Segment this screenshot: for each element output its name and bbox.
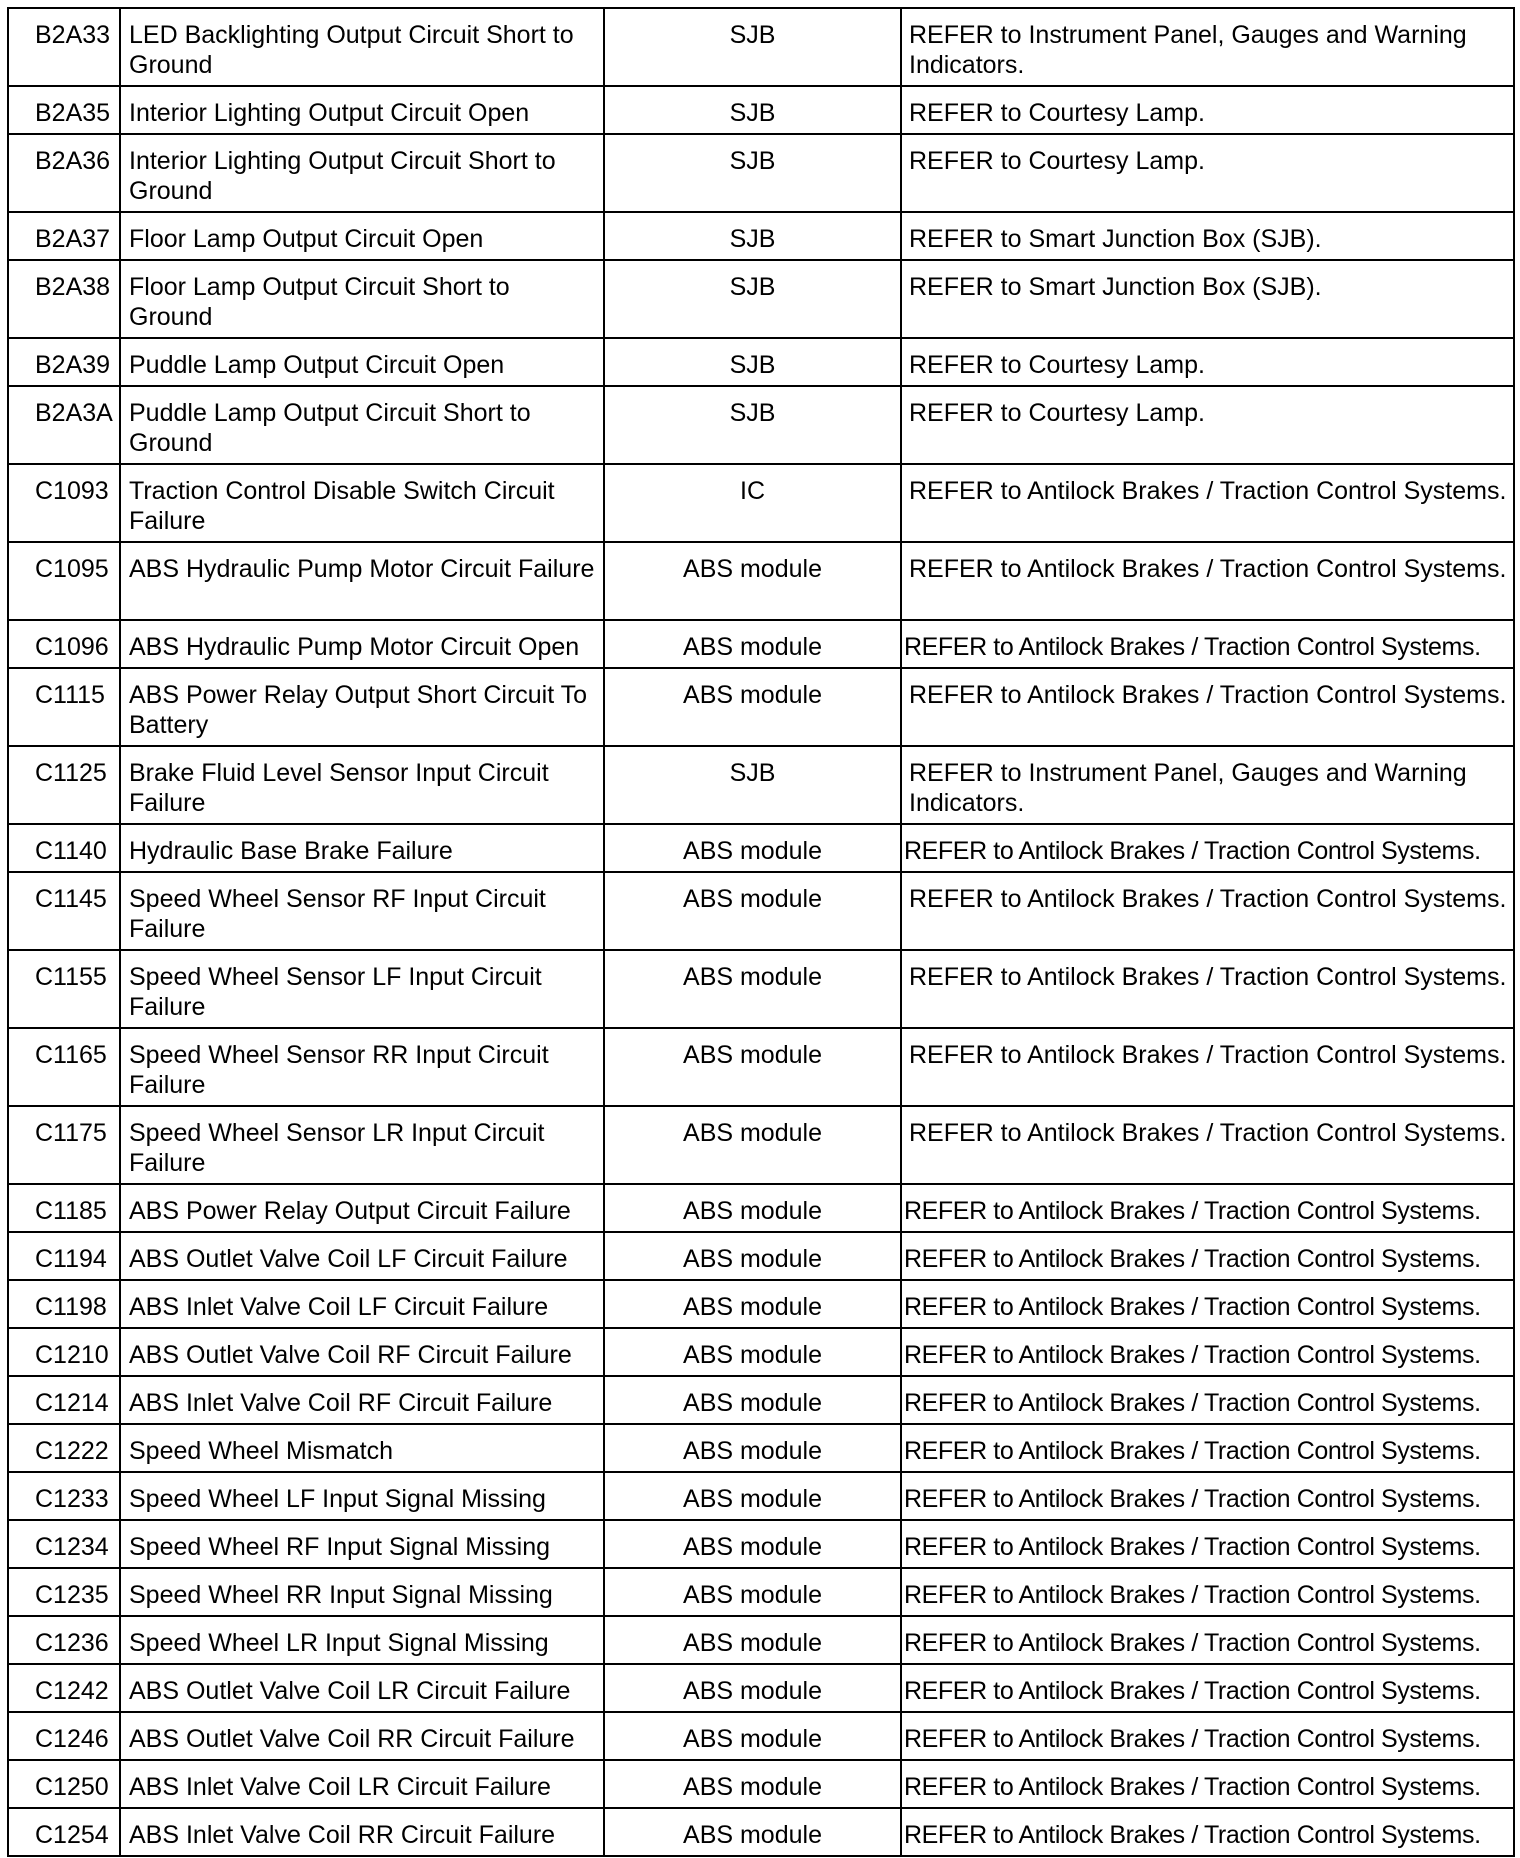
table-row: [8, 86, 1514, 134]
action-cell: REFER to Antilock Brakes / Traction Control Systems.: [901, 824, 1514, 872]
module-cell: ABS module: [604, 824, 901, 872]
module-cell: SJB: [604, 8, 901, 86]
dtc-code-cell: B2A3A: [8, 386, 120, 464]
module-cell: ABS module: [604, 1424, 901, 1472]
dtc-code-cell: B2A36: [8, 134, 120, 212]
description-cell: Speed Wheel LF Input Signal Missing: [120, 1472, 604, 1520]
action-cell: REFER to Antilock Brakes / Traction Control Systems.: [901, 1028, 1514, 1106]
dtc-code-cell: C1115: [8, 668, 120, 746]
table-row: [8, 8, 1514, 86]
action-cell: REFER to Antilock Brakes / Traction Control Systems.: [901, 1184, 1514, 1232]
action-cell: REFER to Antilock Brakes / Traction Control Systems.: [901, 1712, 1514, 1760]
action-cell: REFER to Courtesy Lamp.: [901, 134, 1514, 212]
dtc-code-cell: C1096: [8, 620, 120, 668]
action-cell: REFER to Antilock Brakes / Traction Control Systems.: [901, 1472, 1514, 1520]
dtc-code-cell: B2A33: [8, 8, 120, 86]
action-cell: REFER to Antilock Brakes / Traction Control Systems.: [901, 1664, 1514, 1712]
table-row: [8, 1808, 1514, 1856]
module-cell: ABS module: [604, 1760, 901, 1808]
action-cell: REFER to Antilock Brakes / Traction Control Systems.: [901, 1280, 1514, 1328]
dtc-code-cell: B2A35: [8, 86, 120, 134]
module-cell: SJB: [604, 386, 901, 464]
table-row: [8, 338, 1514, 386]
table-row: [8, 1424, 1514, 1472]
dtc-code-cell: B2A39: [8, 338, 120, 386]
dtc-code-cell: C1093: [8, 464, 120, 542]
action-cell: REFER to Antilock Brakes / Traction Control Systems.: [901, 464, 1514, 542]
action-cell: REFER to Antilock Brakes / Traction Control Systems.: [901, 542, 1514, 620]
table-row: [8, 212, 1514, 260]
description-cell: ABS Outlet Valve Coil LR Circuit Failure: [120, 1664, 604, 1712]
action-cell: REFER to Instrument Panel, Gauges and Warning Indicators.: [901, 8, 1514, 86]
dtc-code-cell: C1095: [8, 542, 120, 620]
module-cell: SJB: [604, 86, 901, 134]
action-cell: REFER to Courtesy Lamp.: [901, 386, 1514, 464]
module-cell: ABS module: [604, 1568, 901, 1616]
module-cell: ABS module: [604, 542, 901, 620]
description-cell: Interior Lighting Output Circuit Open: [120, 86, 604, 134]
module-cell: SJB: [604, 338, 901, 386]
module-cell: ABS module: [604, 1280, 901, 1328]
description-cell: ABS Hydraulic Pump Motor Circuit Failure: [120, 542, 604, 620]
description-cell: Puddle Lamp Output Circuit Short to Ground: [120, 386, 604, 464]
dtc-code-cell: C1242: [8, 1664, 120, 1712]
description-cell: ABS Inlet Valve Coil RR Circuit Failure: [120, 1808, 604, 1856]
action-cell: REFER to Antilock Brakes / Traction Control Systems.: [901, 1328, 1514, 1376]
action-cell: REFER to Antilock Brakes / Traction Control Systems.: [901, 872, 1514, 950]
module-cell: SJB: [604, 134, 901, 212]
module-cell: ABS module: [604, 620, 901, 668]
table-row: [8, 1568, 1514, 1616]
dtc-code-cell: C1165: [8, 1028, 120, 1106]
table-row: [8, 620, 1514, 668]
dtc-code-cell: C1175: [8, 1106, 120, 1184]
action-cell: REFER to Antilock Brakes / Traction Control Systems.: [901, 1232, 1514, 1280]
action-cell: REFER to Antilock Brakes / Traction Control Systems.: [901, 1808, 1514, 1856]
dtc-code-cell: C1185: [8, 1184, 120, 1232]
action-cell: REFER to Courtesy Lamp.: [901, 338, 1514, 386]
action-cell: REFER to Antilock Brakes / Traction Control Systems.: [901, 1424, 1514, 1472]
dtc-code-cell: C1235: [8, 1568, 120, 1616]
module-cell: ABS module: [604, 1232, 901, 1280]
table-row: [8, 1472, 1514, 1520]
action-cell: REFER to Antilock Brakes / Traction Control Systems.: [901, 1106, 1514, 1184]
table-row: [8, 950, 1514, 1028]
dtc-code-cell: C1194: [8, 1232, 120, 1280]
description-cell: Speed Wheel RR Input Signal Missing: [120, 1568, 604, 1616]
action-cell: REFER to Antilock Brakes / Traction Control Systems.: [901, 1568, 1514, 1616]
description-cell: Speed Wheel Mismatch: [120, 1424, 604, 1472]
module-cell: ABS module: [604, 1184, 901, 1232]
table-row: [8, 1280, 1514, 1328]
table-row: [8, 824, 1514, 872]
description-cell: ABS Outlet Valve Coil RR Circuit Failure: [120, 1712, 604, 1760]
description-cell: Speed Wheel LR Input Signal Missing: [120, 1616, 604, 1664]
module-cell: IC: [604, 464, 901, 542]
module-cell: ABS module: [604, 872, 901, 950]
dtc-code-cell: C1198: [8, 1280, 120, 1328]
module-cell: ABS module: [604, 1106, 901, 1184]
dtc-code-cell: C1246: [8, 1712, 120, 1760]
table-row: [8, 386, 1514, 464]
module-cell: SJB: [604, 260, 901, 338]
dtc-code-cell: C1222: [8, 1424, 120, 1472]
action-cell: REFER to Antilock Brakes / Traction Control Systems.: [901, 950, 1514, 1028]
table-row: [8, 1184, 1514, 1232]
description-cell: Speed Wheel Sensor LR Input Circuit Failure: [120, 1106, 604, 1184]
module-cell: ABS module: [604, 1616, 901, 1664]
dtc-code-cell: C1210: [8, 1328, 120, 1376]
table-row: [8, 872, 1514, 950]
table-row: [8, 1520, 1514, 1568]
description-cell: Speed Wheel RF Input Signal Missing: [120, 1520, 604, 1568]
dtc-code-cell: B2A38: [8, 260, 120, 338]
dtc-code-cell: C1125: [8, 746, 120, 824]
action-cell: REFER to Smart Junction Box (SJB).: [901, 212, 1514, 260]
dtc-code-cell: C1233: [8, 1472, 120, 1520]
description-cell: ABS Power Relay Output Short Circuit To Battery: [120, 668, 604, 746]
action-cell: REFER to Antilock Brakes / Traction Control Systems.: [901, 1616, 1514, 1664]
module-cell: ABS module: [604, 1664, 901, 1712]
table-row: [8, 1106, 1514, 1184]
table-row: [8, 668, 1514, 746]
dtc-code-cell: B2A37: [8, 212, 120, 260]
table-row: [8, 1028, 1514, 1106]
table-row: [8, 1712, 1514, 1760]
description-cell: Traction Control Disable Switch Circuit Failure: [120, 464, 604, 542]
dtc-code-cell: C1234: [8, 1520, 120, 1568]
module-cell: ABS module: [604, 1808, 901, 1856]
action-cell: REFER to Antilock Brakes / Traction Control Systems.: [901, 668, 1514, 746]
dtc-code-cell: C1254: [8, 1808, 120, 1856]
description-cell: Floor Lamp Output Circuit Short to Ground: [120, 260, 604, 338]
module-cell: SJB: [604, 212, 901, 260]
dtc-table: [7, 7, 1515, 1857]
action-cell: REFER to Instrument Panel, Gauges and Warning Indicators.: [901, 746, 1514, 824]
table-row: [8, 134, 1514, 212]
description-cell: Hydraulic Base Brake Failure: [120, 824, 604, 872]
table-row: [8, 1664, 1514, 1712]
description-cell: Speed Wheel Sensor RR Input Circuit Failure: [120, 1028, 604, 1106]
module-cell: ABS module: [604, 668, 901, 746]
table-row: [8, 1376, 1514, 1424]
description-cell: ABS Outlet Valve Coil LF Circuit Failure: [120, 1232, 604, 1280]
description-cell: Interior Lighting Output Circuit Short to Ground: [120, 134, 604, 212]
dtc-code-cell: C1155: [8, 950, 120, 1028]
module-cell: ABS module: [604, 1712, 901, 1760]
action-cell: REFER to Smart Junction Box (SJB).: [901, 260, 1514, 338]
table-row: [8, 542, 1514, 620]
description-cell: Speed Wheel Sensor LF Input Circuit Failure: [120, 950, 604, 1028]
action-cell: REFER to Antilock Brakes / Traction Control Systems.: [901, 1760, 1514, 1808]
description-cell: Floor Lamp Output Circuit Open: [120, 212, 604, 260]
module-cell: ABS module: [604, 1472, 901, 1520]
description-cell: ABS Inlet Valve Coil RF Circuit Failure: [120, 1376, 604, 1424]
module-cell: SJB: [604, 746, 901, 824]
module-cell: ABS module: [604, 1328, 901, 1376]
description-cell: ABS Inlet Valve Coil LF Circuit Failure: [120, 1280, 604, 1328]
dtc-code-cell: C1140: [8, 824, 120, 872]
description-cell: ABS Hydraulic Pump Motor Circuit Open: [120, 620, 604, 668]
table-row: [8, 1328, 1514, 1376]
description-cell: ABS Power Relay Output Circuit Failure: [120, 1184, 604, 1232]
dtc-code-cell: C1145: [8, 872, 120, 950]
module-cell: ABS module: [604, 1520, 901, 1568]
module-cell: ABS module: [604, 1028, 901, 1106]
dtc-code-cell: C1214: [8, 1376, 120, 1424]
action-cell: REFER to Antilock Brakes / Traction Control Systems.: [901, 1520, 1514, 1568]
description-cell: Speed Wheel Sensor RF Input Circuit Failure: [120, 872, 604, 950]
table-row: [8, 1232, 1514, 1280]
description-cell: LED Backlighting Output Circuit Short to Ground: [120, 8, 604, 86]
module-cell: ABS module: [604, 1376, 901, 1424]
table-row: [8, 1760, 1514, 1808]
dtc-code-cell: C1236: [8, 1616, 120, 1664]
description-cell: ABS Outlet Valve Coil RF Circuit Failure: [120, 1328, 604, 1376]
table-row: [8, 1616, 1514, 1664]
description-cell: Brake Fluid Level Sensor Input Circuit Failure: [120, 746, 604, 824]
table-row: [8, 260, 1514, 338]
action-cell: REFER to Antilock Brakes / Traction Control Systems.: [901, 620, 1514, 668]
description-cell: ABS Inlet Valve Coil LR Circuit Failure: [120, 1760, 604, 1808]
table-row: [8, 746, 1514, 824]
description-cell: Puddle Lamp Output Circuit Open: [120, 338, 604, 386]
action-cell: REFER to Courtesy Lamp.: [901, 86, 1514, 134]
module-cell: ABS module: [604, 950, 901, 1028]
table-row: [8, 464, 1514, 542]
action-cell: REFER to Antilock Brakes / Traction Control Systems.: [901, 1376, 1514, 1424]
dtc-code-cell: C1250: [8, 1760, 120, 1808]
